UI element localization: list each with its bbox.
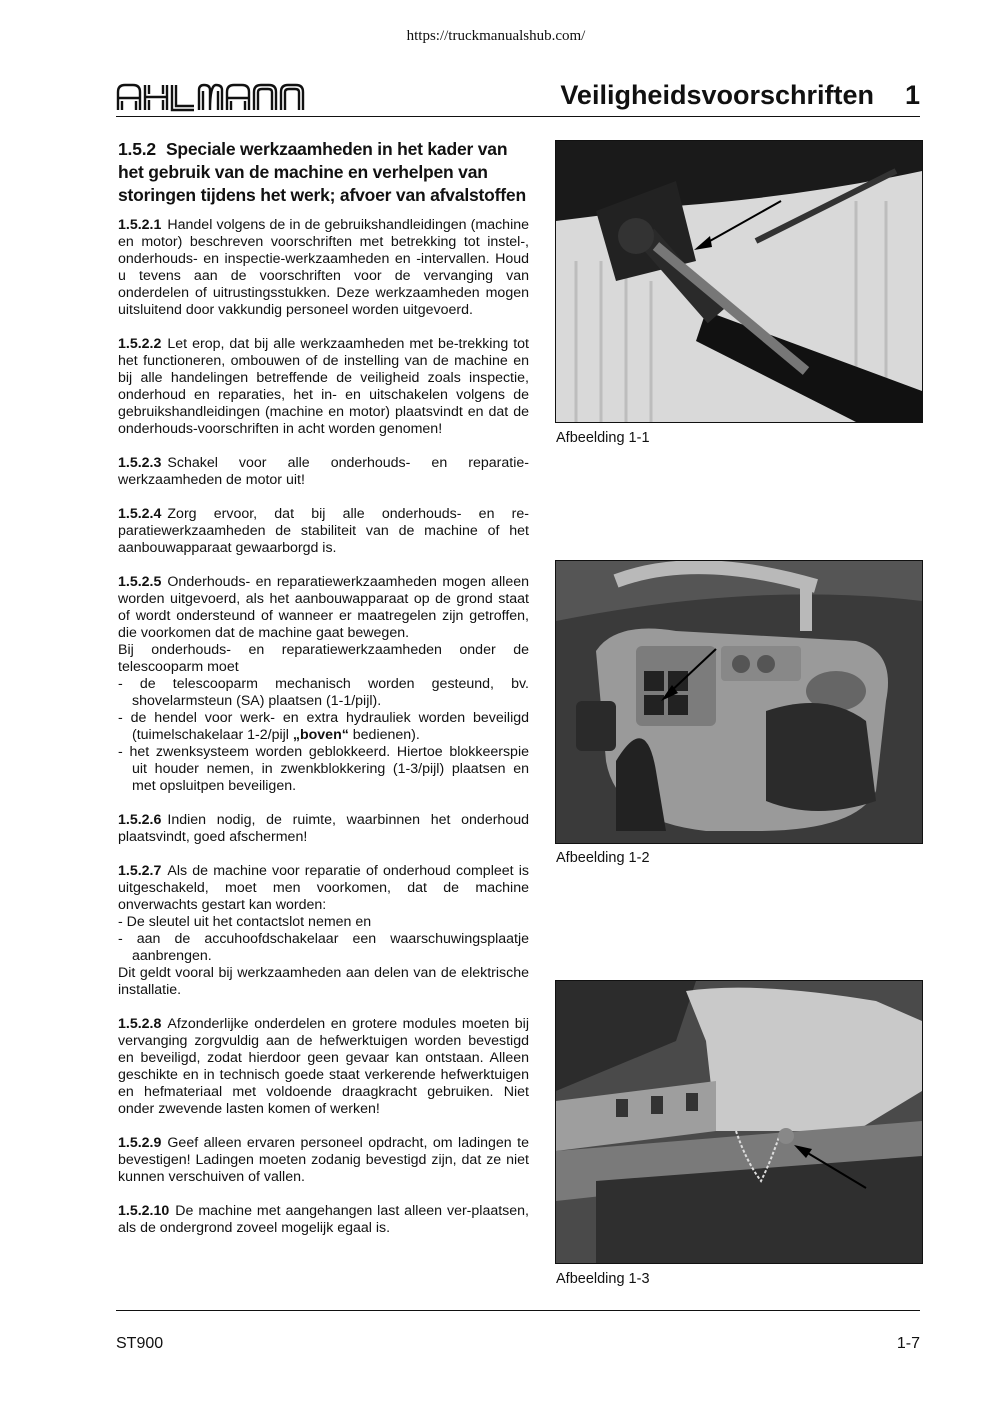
paragraph-number: 1.5.2.9: [118, 1135, 162, 1151]
paragraph-1-5-2-6: [118, 812, 529, 846]
chapter-number: 1: [904, 80, 920, 110]
list-item: - aan de accuhoofdschakelaar een waarschuwingsplaatje aanbrengen.: [118, 931, 529, 964]
paragraph-number: 1.5.2.10: [118, 1203, 170, 1219]
section-title-line: Speciale werkzaamheden in het kader van: [165, 139, 508, 159]
list-item: - de telescooparm mechanisch worden gesteund, bv. shovelarmsteun (SA) plaatsen (1-1/pijl).: [118, 676, 529, 709]
figure-caption: Afbeelding 1-2: [556, 850, 650, 866]
brand-logo: [116, 82, 326, 112]
paragraph-1-5-2-9: [118, 1135, 529, 1186]
paragraph-number: 1.5.2.8: [118, 1016, 162, 1032]
figure-1-1-photo: [555, 140, 923, 423]
paragraph-text: Zorg ervoor, dat bij alle onderhouds- en re-paratiewerkzaamheden de stabiliteit van de machine of het aanbouwapparaat gewaarborgd is.: [118, 506, 529, 556]
source-url: https://truckmanualshub.com/: [406, 28, 586, 44]
paragraph-text: De machine met aangehangen last alleen ver-plaatsen, als de ondergrond zoveel mogelijk egaal is.: [118, 1203, 529, 1236]
list-item: - het zwenksysteem worden geblokkeerd. Hiertoe blokkeerspie uit houder nemen, in zwenkblokkering (1-3/pijl) plaatsen en met opsluitpen beveiligen.: [118, 744, 529, 794]
boom-support-photo: [556, 141, 922, 422]
emphasis-text: „boven“: [292, 727, 349, 743]
paragraph-number: 1.5.2.5: [118, 574, 162, 590]
page-number: 1-7: [896, 1335, 920, 1352]
paragraph-1-5-2-5: [118, 574, 529, 795]
paragraph-text: Als de machine voor reparatie of onderhoud compleet is uitgeschakeld, moet men voorkomen, dat de machine onverwachts gestart kan worden:: [118, 863, 529, 913]
list-item-text: - de hendel voor werk- en extra hydrauliek worden beveiligd (tuimelschakelaar 1-2/pijl: [118, 710, 529, 743]
main-text-column: [118, 138, 529, 1254]
paragraph-number: 1.5.2.7: [118, 863, 162, 879]
paragraph-text: Bij onderhouds- en reparatiewerkzaamheden onder de telescooparm moet: [118, 642, 529, 675]
footer-model: ST900: [116, 1335, 164, 1352]
paragraph-text: Schakel voor alle onderhouds- en reparatie-werkzaamheden de motor uit!: [118, 455, 529, 488]
paragraph-text: Onderhouds- en reparatiewerkzaamheden mogen alleen worden uitgevoerd, als het aanbouwapparaat op de grond staat of wordt ondersteund of wanneer er maatregelen zijn getroffen, die voorkomen dat de machine gaat bewegen.: [118, 574, 529, 641]
figure-1-3-photo: [555, 980, 923, 1264]
paragraph-text: Afzonderlijke onderdelen en grotere modules moeten bij vervanging zorgvuldig aan de hefwerktuigen worden bevestigd en beveiligd, zodat hierdoor geen gevaar kan ontstaan. Alleen geschikte en in technisch goede staat verkerende hefwerktuigen en hefmateriaal met voldoende draagkracht gebruiken. Niet onder zwevende lasten komen of werken!: [118, 1016, 529, 1117]
paragraph-text: Handel volgens de in de gebruikshandleidingen (machine en motor) beschreven voorschriften met betrekking tot instel-, onderhouds- en inspectie-werkzaamheden en -intervallen. Houd u tevens aan de voorschriften voor de vervanging van onderdelen of uitrustingsstukken. Deze werkzaamheden mogen uitsluitend door vakkundig personeel worden uitgevoerd.: [118, 217, 529, 318]
paragraph-1-5-2-10: [118, 1203, 529, 1237]
swing-lock-photo: [556, 981, 922, 1263]
figure-caption: Afbeelding 1-3: [556, 1271, 650, 1287]
paragraph-1-5-2-8: [118, 1016, 529, 1118]
cab-controls-photo: [556, 561, 922, 843]
paragraph-text: Dit geldt vooral bij werkzaamheden aan delen van de elektrische installatie.: [118, 965, 529, 998]
list-item: [118, 710, 529, 744]
section-title-line: storingen tijdens het werk; afvoer van afvalstoffen: [118, 185, 526, 205]
page-header: [116, 78, 920, 117]
paragraph-text: Let erop, dat bij alle werkzaamheden met be-trekking tot het functioneren, ombouwen of de instelling van de machine en bij alle handelingen betreffende de veiligheid zoals inspectie, onderhoud en reparaties, het in- en uitschakelen volgens de gebruikshandleidingen (machine en motor) plaatsvindt en dat de onderhouds-voorschriften in acht worden genomen!: [118, 336, 529, 437]
paragraph-text: Geef alleen ervaren personeel opdracht, om ladingen te bevestigen! Ladingen moeten zodanig bevestigd zijn, dat ze niet kunnen verschuiven of vallen.: [118, 1135, 529, 1185]
paragraph-number: 1.5.2.4: [118, 506, 162, 522]
list-item-text: bedienen).: [348, 727, 420, 743]
paragraph-number: 1.5.2.2: [118, 336, 162, 352]
paragraph-number: 1.5.2.3: [118, 455, 162, 471]
list-item: - De sleutel uit het contactslot nemen en: [118, 914, 372, 930]
section-heading: [118, 138, 529, 207]
figure-1-2-photo: [555, 560, 923, 844]
paragraph-1-5-2-3: [118, 455, 529, 489]
paragraph-1-5-2-7: [118, 863, 529, 999]
header-title: Veiligheidsvoorschriften: [560, 80, 874, 110]
paragraph-1-5-2-1: [118, 217, 529, 319]
section-title-line: het gebruik van de machine en verhelpen van: [118, 162, 488, 182]
page-footer: [116, 1310, 920, 1352]
paragraph-1-5-2-4: [118, 506, 529, 557]
section-number: 1.5.2: [118, 139, 156, 159]
paragraph-text: Indien nodig, de ruimte, waarbinnen het onderhoud plaatsvindt, goed afschermen!: [118, 812, 529, 845]
paragraph-1-5-2-2: [118, 336, 529, 438]
paragraph-number: 1.5.2.6: [118, 812, 162, 828]
figure-caption: Afbeelding 1-1: [556, 430, 650, 446]
paragraph-number: 1.5.2.1: [118, 217, 162, 233]
